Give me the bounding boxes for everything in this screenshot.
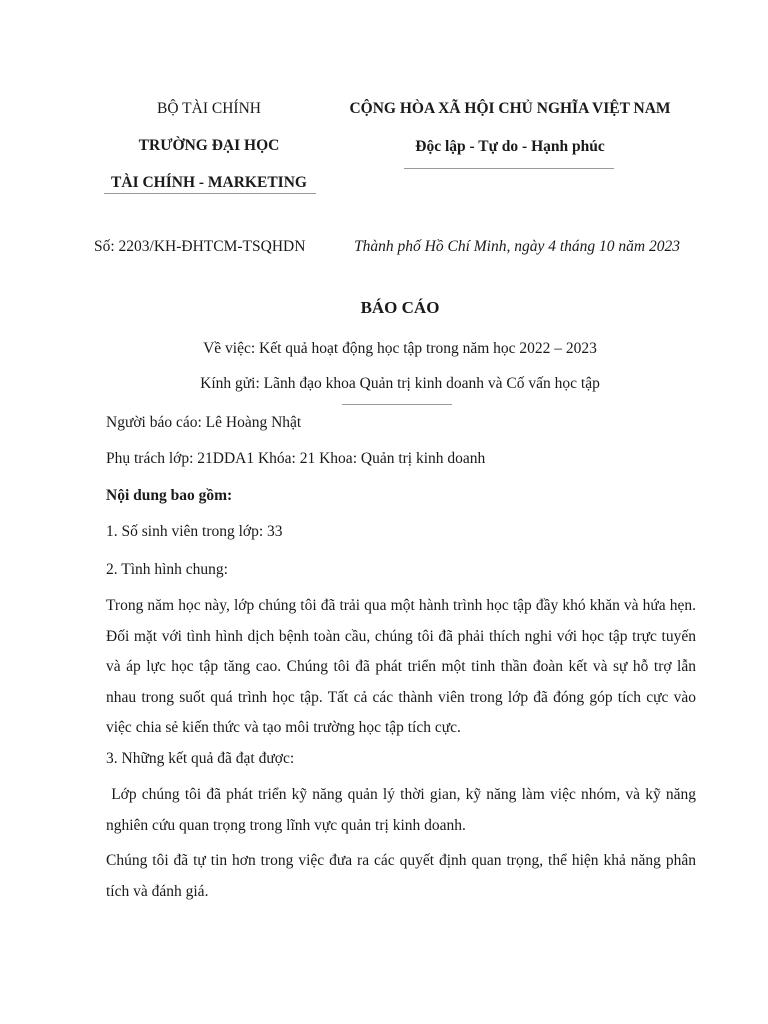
report-recipient: Kính gửi: Lãnh đạo khoa Quản trị kinh doanh và Cố vấn học tập <box>200 375 600 392</box>
nation-title: CỘNG HÒA XÃ HỘI CHỦ NGHĨA VIỆT NAM <box>349 100 671 117</box>
reporter-line: Người báo cáo: Lê Hoàng Nhật <box>106 414 302 431</box>
item-achievements: 3. Những kết quả đã đạt được: <box>106 750 295 767</box>
school-name-line2: TÀI CHÍNH - MARKETING <box>111 174 307 191</box>
report-subject: Về việc: Kết quả hoạt động học tập trong năm học 2022 – 2023 <box>203 340 597 357</box>
school-name-line1: TRƯỜNG ĐẠI HỌC <box>138 137 280 154</box>
general-situation-paragraph: Trong năm học này, lớp chúng tôi đã trải qua một hành trình học tập đầy khó khăn và hứa hẹn. Đối mặt với tình hình dịch bệnh toàn cầu, chúng tôi đã phải thích nghi với học tập trực tuyến và áp lực học tập tăng cao. Chúng tôi đã phát triển một tinh thần đoàn kết và sự hỗ trợ lẫn nhau trong suốt quá trình học tập. Tất cả các thành viên trong lớp đã đóng góp tích cực vào việc chia sẻ kiến thức và tạo môi trường học tập tích cực. <box>106 597 696 736</box>
motto-underline <box>404 168 614 169</box>
place-and-date: Thành phố Hồ Chí Minh, ngày 4 tháng 10 năm 2023 <box>354 238 680 255</box>
ministry-name: BỘ TÀI CHÍNH <box>157 100 261 117</box>
report-title: BÁO CÁO <box>360 298 440 317</box>
document-number: Số: 2203/KH-ĐHTCM-TSQHDN <box>94 238 306 255</box>
achievement-paragraph-2: Chúng tôi đã tự tin hơn trong việc đưa ra các quyết định quan trọng, thể hiện khả năng phân tích và đánh giá. <box>106 852 696 900</box>
national-motto: Độc lập - Tự do - Hạnh phúc <box>415 138 605 155</box>
left-header-underline <box>104 193 316 194</box>
item-general-situation: 2. Tình hình chung: <box>106 561 228 578</box>
recipient-underline <box>342 404 452 405</box>
contents-heading: Nội dung bao gồm: <box>106 487 233 504</box>
achievement-paragraph-1: Lớp chúng tôi đã phát triển kỹ năng quản lý thời gian, kỹ năng làm việc nhóm, và kỹ năng nghiên cứu quan trọng trong lĩnh vực quản trị kinh doanh. <box>106 786 700 834</box>
class-info-line: Phụ trách lớp: 21DDA1 Khóa: 21 Khoa: Quản trị kinh doanh <box>106 450 486 467</box>
item-student-count: 1. Số sinh viên trong lớp: 33 <box>106 523 283 540</box>
